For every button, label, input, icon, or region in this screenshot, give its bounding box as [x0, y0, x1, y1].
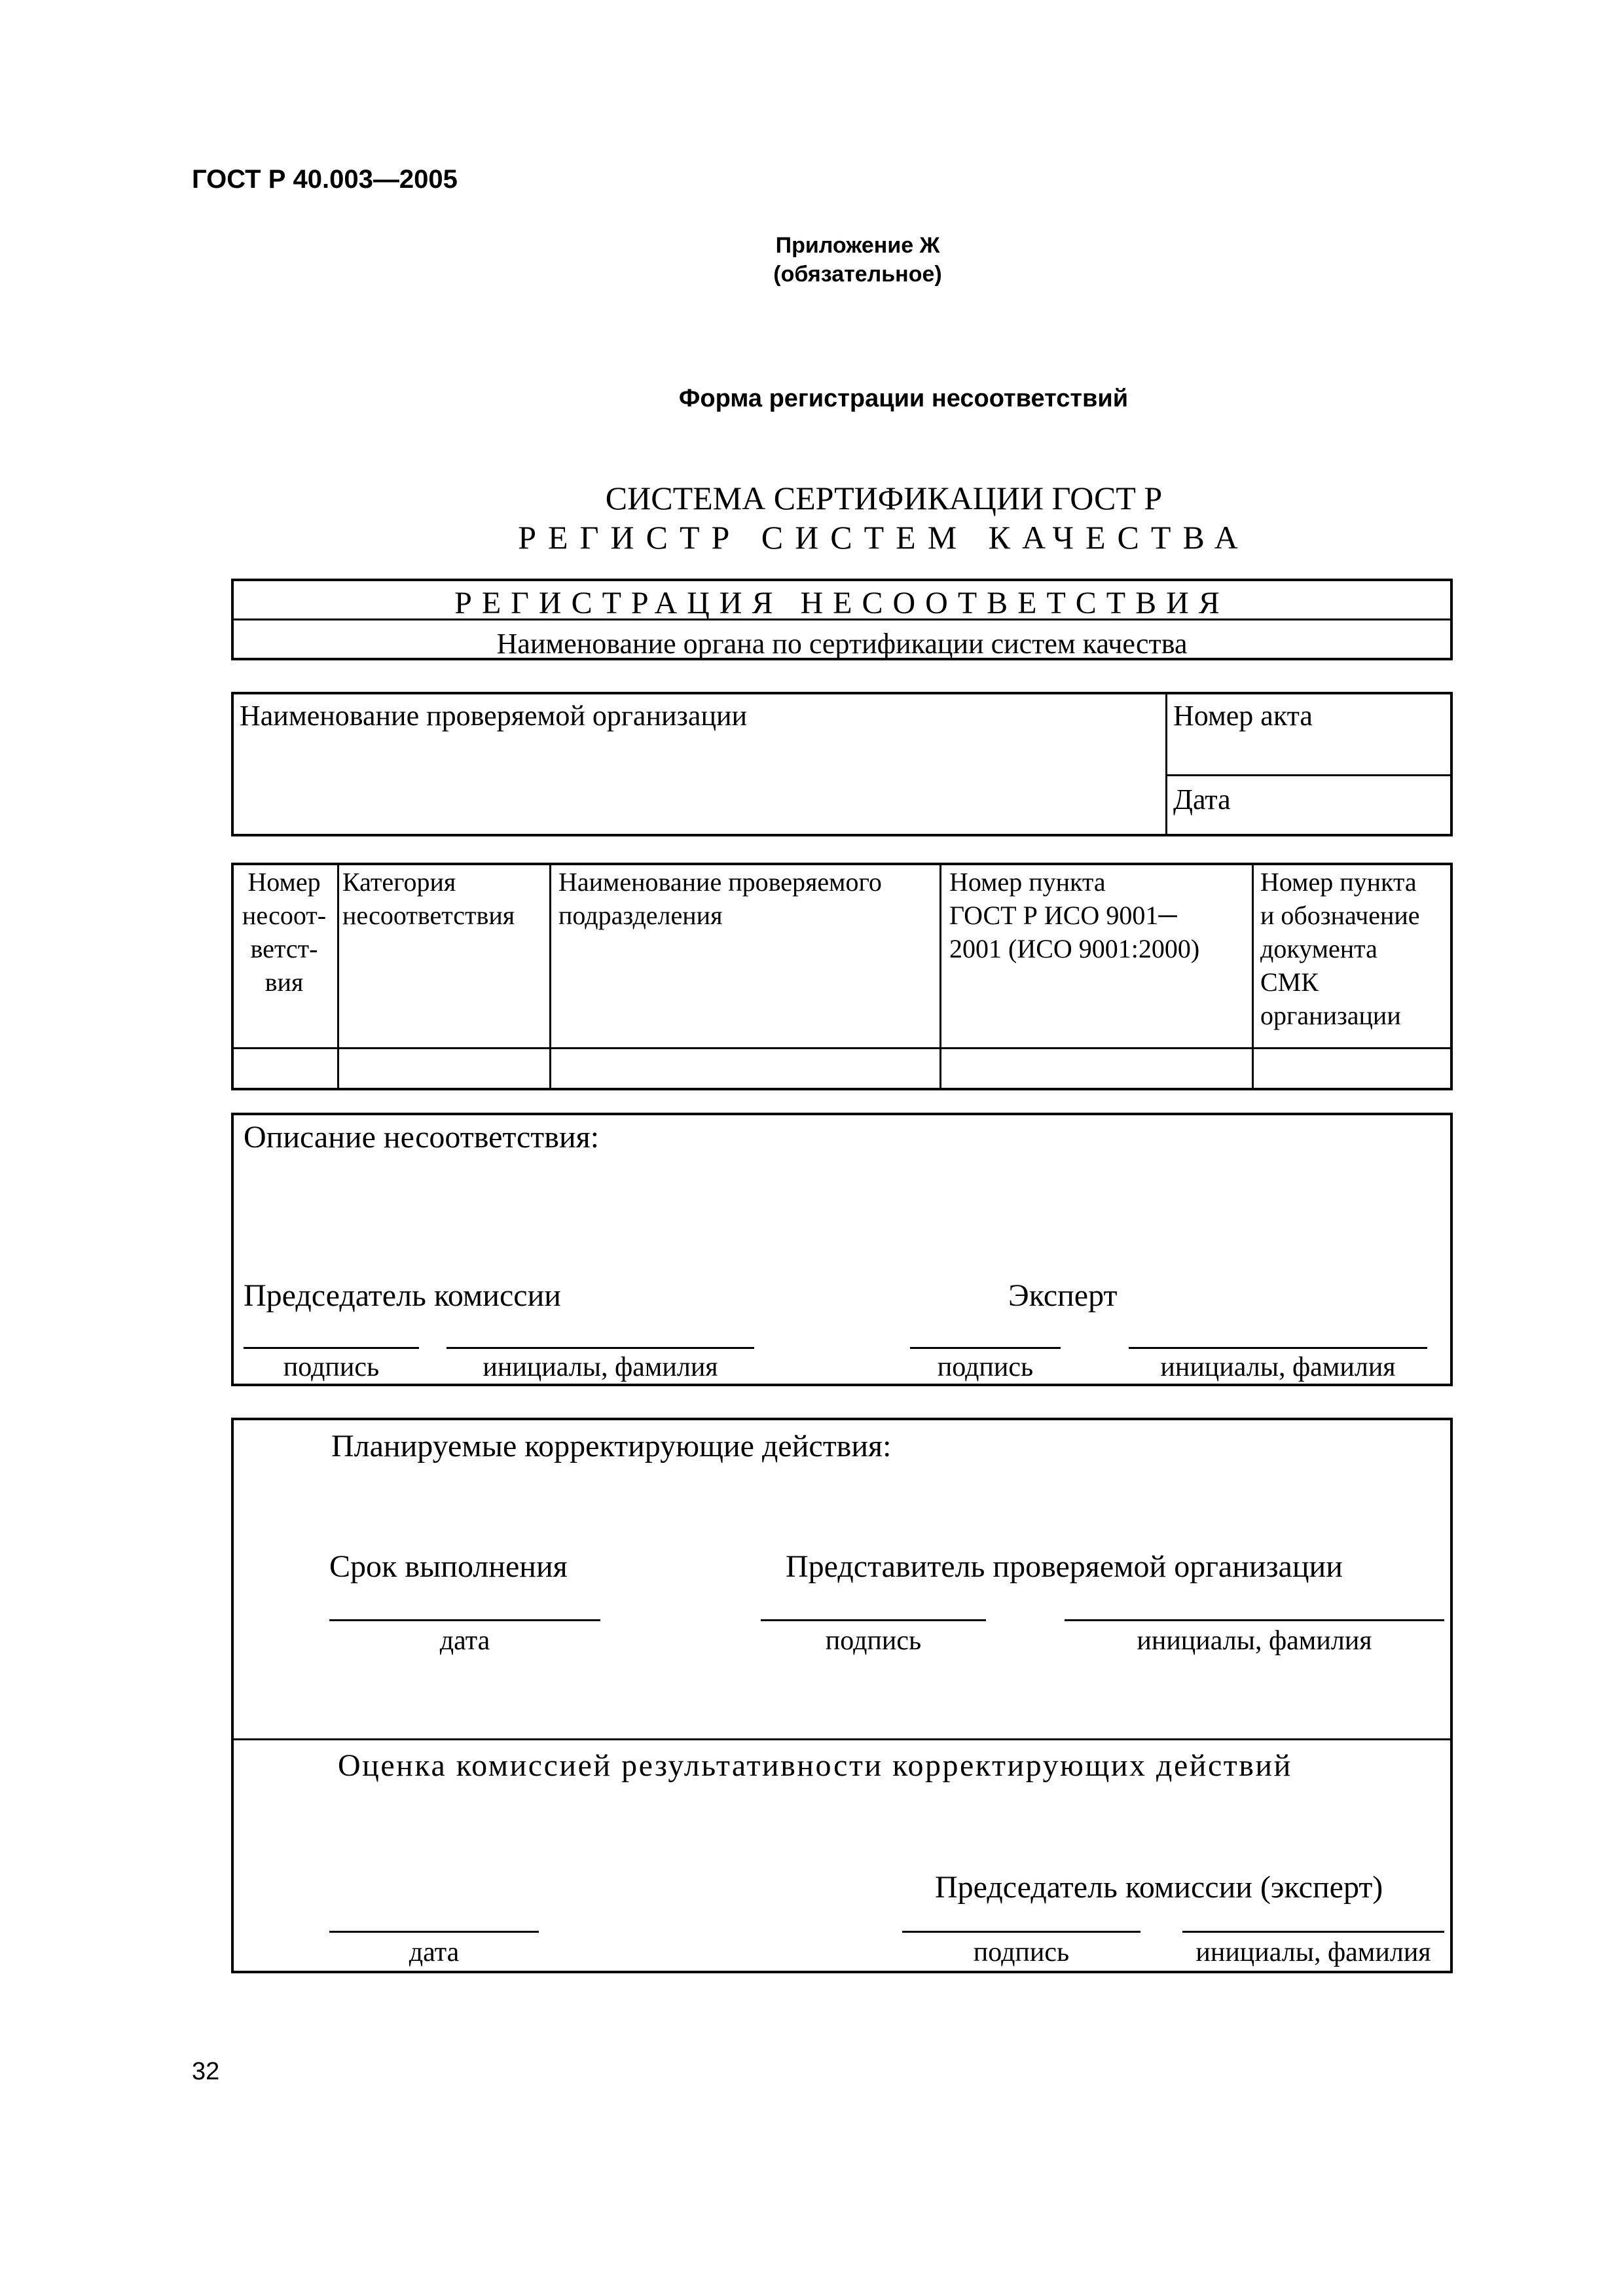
representative-label: Представитель проверяемой организации [786, 1549, 1343, 1584]
certification-body-label: Наименование органа по сертификации систем качества [496, 628, 1188, 660]
table-col-divider-1 [337, 864, 339, 1089]
evaluation-date-line [329, 1931, 539, 1933]
expert-signature-caption: подпись [937, 1352, 1034, 1382]
table-header-col1: Номер несоот- ветст- вия [242, 867, 327, 997]
expert-signature-line [910, 1347, 1061, 1349]
description-label: Описание несоответствия: [244, 1120, 600, 1155]
representative-signature-line [761, 1619, 986, 1621]
table-header-col3: Наименование проверяемого подразделения [558, 867, 882, 930]
chairman-label: Председатель комиссии [244, 1278, 561, 1313]
registry-title: РЕГИСТР СИСТЕМ КАЧЕСТВА [518, 519, 1250, 556]
chairman-expert-label: Председатель комиссии (эксперт) [935, 1870, 1383, 1905]
evaluation-signature-caption: подпись [973, 1937, 1070, 1967]
system-title: СИСТЕМА СЕРТИФИКАЦИИ ГОСТ Р [605, 480, 1163, 516]
table-col-divider-4 [1252, 864, 1254, 1089]
date-label: Дата [1173, 783, 1231, 816]
planned-actions-label: Планируемые корректирующие действия: [331, 1429, 892, 1463]
organization-box-divider [1165, 693, 1167, 835]
expert-name-caption: инициалы, фамилия [1160, 1352, 1396, 1382]
appendix-title: Приложение Ж [775, 233, 940, 258]
table-header-col2: Категория несоответствия [342, 867, 515, 930]
table-header-divider [232, 1047, 1451, 1049]
evaluation-signature-line [902, 1931, 1140, 1933]
table-col-divider-3 [939, 864, 941, 1089]
appendix-type: (обязательное) [773, 262, 942, 287]
representative-name-line [1065, 1619, 1444, 1621]
page-number: 32 [192, 2058, 220, 2085]
chairman-name-line [447, 1347, 754, 1349]
chairman-signature-caption: подпись [283, 1352, 380, 1382]
form-title: Форма регистрации несоответствий [678, 385, 1129, 412]
evaluation-name-line [1182, 1931, 1444, 1933]
representative-signature-caption: подпись [825, 1626, 922, 1656]
evaluation-date-caption: дата [409, 1937, 460, 1967]
chairman-name-caption: инициалы, фамилия [483, 1352, 718, 1382]
deadline-date-line [329, 1619, 600, 1621]
table-header-col4: Номер пункта ГОСТ Р ИСО 9001─ 2001 (ИСО 9001:2000) [949, 867, 1200, 963]
corrective-actions-divider [232, 1738, 1451, 1740]
deadline-label: Срок выполнения [329, 1549, 568, 1584]
deadline-date-caption: дата [439, 1626, 490, 1656]
registration-title: РЕГИСТРАЦИЯ НЕСООТВЕТСТВИЯ [454, 586, 1230, 620]
act-date-divider [1167, 774, 1451, 776]
expert-name-line [1129, 1347, 1427, 1349]
standard-id: ГОСТ Р 40.003—2005 [192, 165, 458, 194]
act-number-label: Номер акта [1173, 700, 1313, 732]
evaluation-label: Оценка комиссией результативности корректирующих действий [338, 1748, 1292, 1783]
organization-label: Наименование проверяемой организации [240, 700, 748, 732]
table-header-col5: Номер пункта и обозначение документа СМК организации [1260, 867, 1420, 1030]
chairman-signature-line [244, 1347, 419, 1349]
representative-name-caption: инициалы, фамилия [1137, 1626, 1372, 1656]
evaluation-name-caption: инициалы, фамилия [1195, 1937, 1431, 1967]
expert-label: Эксперт [1008, 1278, 1118, 1313]
table-col-divider-2 [549, 864, 551, 1089]
